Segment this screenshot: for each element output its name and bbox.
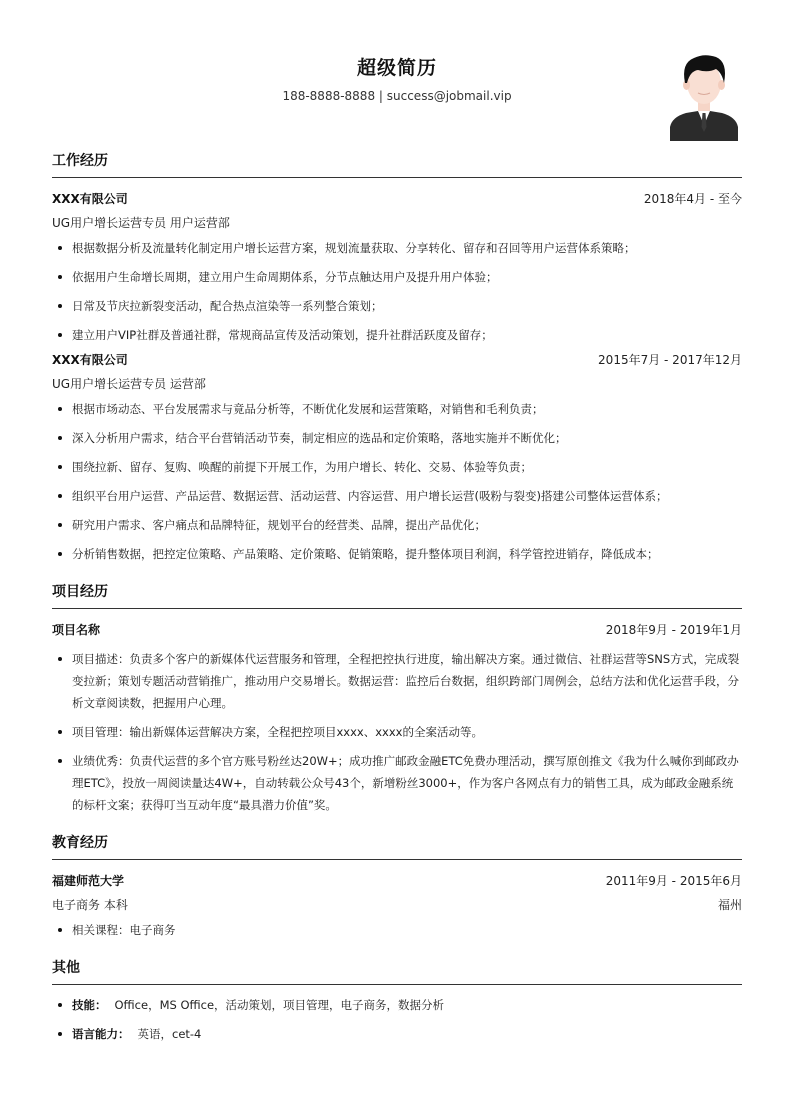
project-details bbox=[52, 648, 742, 816]
list-item: 业绩优秀：负责代运营的多个官方账号粉丝达20W+；成功推广邮政金融ETC免费办理活动，撰写原创推文《我为什么喊你到邮政办理ETC》，投放一周阅读量达4W+，自动转载公众号43个，新增粉丝3000+，作为客户各网点有力的销售工具，成为邮政金融系统的标杆文案；获得叮当互动年度“最具潜力价值”奖。 bbox=[52, 750, 742, 816]
language-item bbox=[52, 1023, 742, 1045]
list-item: 相关课程：电子商务 bbox=[52, 919, 742, 941]
school-name: 福建师范大学 bbox=[52, 874, 125, 888]
other-items bbox=[52, 994, 742, 1045]
resume-name: 超级简历 bbox=[356, 57, 437, 79]
major: 电子商务 本科 bbox=[52, 898, 128, 912]
project-header bbox=[52, 618, 742, 642]
skills-value: Office，MS Office，活动策划，项目管理，电子商务，数据分析 bbox=[114, 998, 445, 1012]
education-period: 2011年9月 - 2015年6月 bbox=[605, 874, 742, 888]
list-item: 研究用户需求、客户痛点和品牌特征，规划平台的经营类、品牌，提出产品优化； bbox=[52, 514, 742, 536]
list-item: 依据用户生命增长周期，建立用户生命周期体系，分节点触达用户及提升用户体验； bbox=[52, 266, 742, 288]
job-role-text: UG用户增长运营专员 运营部 bbox=[52, 377, 206, 391]
list-item: 分析销售数据，把控定位策略、产品策略、定价策略、促销策略，提升整体项目利润，科学管控进销存，降低成本； bbox=[52, 543, 742, 565]
list-item: 建立用户VIP社群及普通社群，常规商品宣传及活动策划，提升社群活跃度及留存； bbox=[52, 324, 742, 346]
contact-info: 188-8888-8888 | success@jobmail.vip bbox=[282, 89, 512, 103]
job-duties bbox=[52, 237, 742, 346]
job-role-text: UG用户增长运营专员 用户运营部 bbox=[52, 216, 230, 230]
section-title-project: 项目经历 bbox=[52, 581, 742, 609]
location: 福州 bbox=[717, 898, 742, 912]
work-section bbox=[52, 150, 742, 565]
job-header bbox=[52, 348, 742, 372]
language-value: 英语，cet-4 bbox=[137, 1027, 202, 1041]
other-section bbox=[52, 957, 742, 1045]
language-label: 语言能力： bbox=[72, 1027, 130, 1041]
avatar bbox=[668, 53, 740, 141]
job-period: 2015年7月 - 2017年12月 bbox=[598, 353, 742, 367]
job-role bbox=[52, 211, 742, 235]
job-role bbox=[52, 372, 742, 396]
project-period: 2018年9月 - 2019年1月 bbox=[605, 623, 742, 637]
job-period: 2018年4月 - 至今 bbox=[643, 192, 742, 206]
section-title-other: 其他 bbox=[52, 957, 742, 985]
section-title-work: 工作经历 bbox=[52, 150, 742, 178]
skills-item bbox=[52, 994, 742, 1016]
list-item: 组织平台用户运营、产品运营、数据运营、活动运营、内容运营、用户增长运营(吸粉与裂变)搭建公司整体运营体系； bbox=[52, 485, 742, 507]
list-item: 深入分析用户需求，结合平台营销活动节奏，制定相应的选品和定价策略，落地实施并不断优化； bbox=[52, 427, 742, 449]
list-item: 项目描述：负责多个客户的新媒体代运营服务和管理，全程把控执行进度，输出解决方案。通过微信、社群运营等SNS方式，完成裂变拉新；策划专题活动营销推广，推动用户交易增长。数据运营：监控后台数据，组织跨部门周例会，总结方法和优化运营手段，分析文章阅读数，把握用户心理。 bbox=[52, 648, 742, 714]
education-header bbox=[52, 869, 742, 893]
education-items bbox=[52, 919, 742, 941]
section-title-education: 教育经历 bbox=[52, 832, 742, 860]
company-name: XXX有限公司 bbox=[52, 353, 128, 367]
list-item: 根据市场动态、平台发展需求与竟品分析等，不断优化发展和运营策略，对销售和毛利负责； bbox=[52, 398, 742, 420]
job-header bbox=[52, 187, 742, 211]
project-section bbox=[52, 581, 742, 816]
company-name: XXX有限公司 bbox=[52, 192, 128, 206]
list-item: 项目管理：输出新媒体运营解决方案，全程把控项目xxxx、xxxx的全案活动等。 bbox=[52, 721, 742, 743]
education-section bbox=[52, 832, 742, 941]
resume-page bbox=[52, 0, 742, 1052]
list-item: 根据数据分析及流量转化制定用户增长运营方案，规划流量获取、分享转化、留存和召回等用户运营体系策略； bbox=[52, 237, 742, 259]
list-item: 围绕拉新、留存、复购、唤醒的前提下开展工作，为用户增长、转化、交易、体验等负责； bbox=[52, 456, 742, 478]
skills-label: 技能： bbox=[72, 998, 107, 1012]
list-item: 日常及节庆拉新裂变活动，配合热点渲染等一系列整合策划； bbox=[52, 295, 742, 317]
job-duties bbox=[52, 398, 742, 565]
education-detail bbox=[52, 893, 742, 917]
resume-header bbox=[52, 0, 742, 150]
project-name: 项目名称 bbox=[52, 623, 101, 637]
